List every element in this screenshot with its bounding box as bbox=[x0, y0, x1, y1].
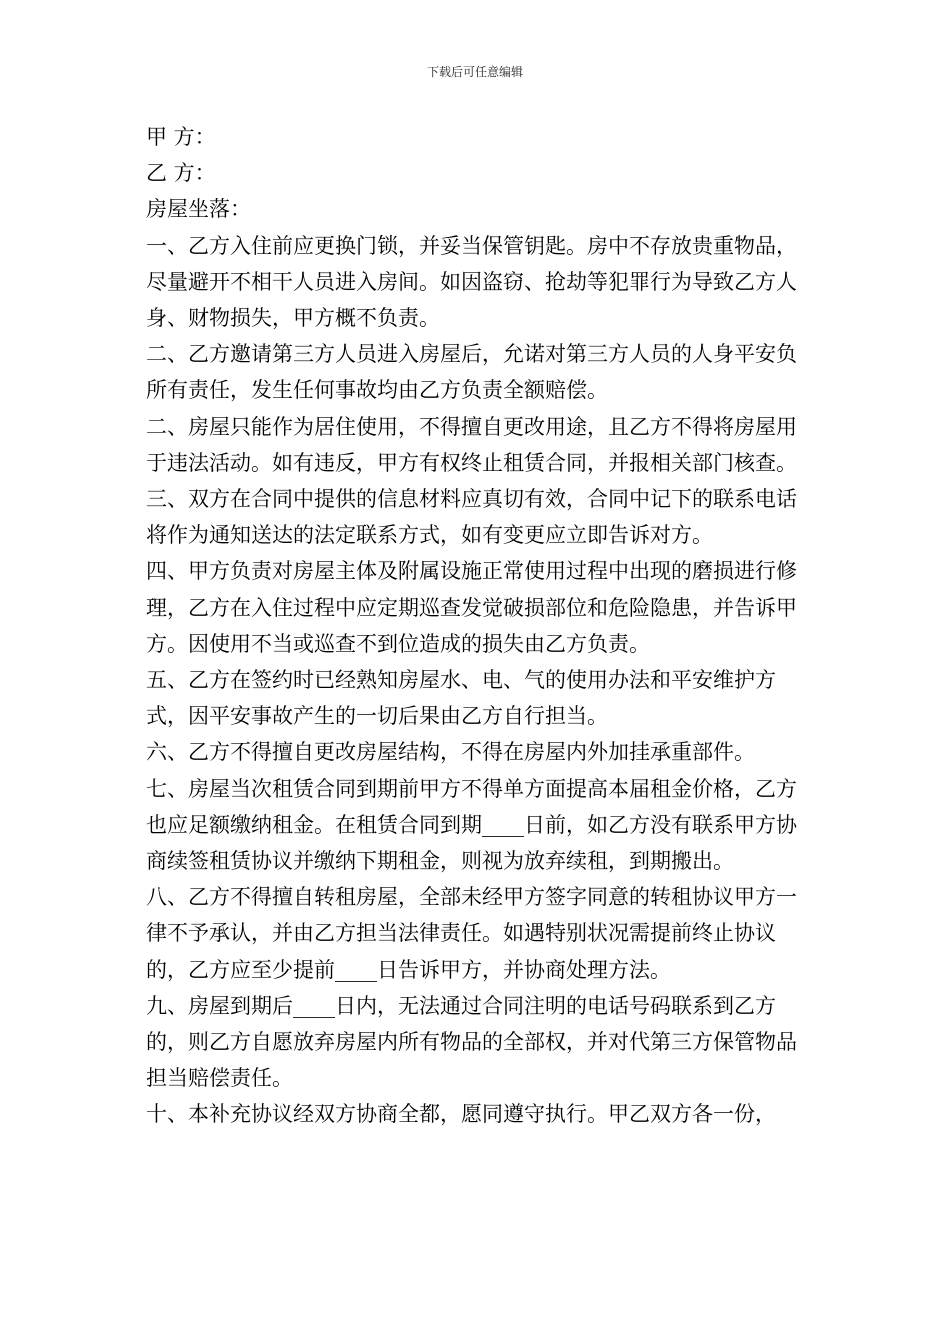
clause-6: 六、乙方不得擅自更改房屋结构，不得在房屋内外加挂承重部件。 bbox=[146, 740, 755, 765]
property-location-field: 房屋坐落： bbox=[146, 197, 251, 222]
clause-3: 三、双方在合同中提供的信息材料应真切有效，合同中记下的联系电话将作为通知送达的法定联系方式，如有变更应立即告诉对方。 bbox=[146, 487, 797, 548]
clause-10: 十、本补充协议经双方协商全都，愿同遵守执行。甲乙双方各一份， bbox=[146, 1102, 776, 1127]
clause-8: 八、乙方不得擅自转租房屋，全部未经甲方签字同意的转租协议甲方一律不予承认，并由乙方担当法律责任。如遇特别状况需提前终止协议的，乙方应至少提前____日告诉甲方，并协商处理方法。 bbox=[146, 885, 797, 982]
clause-9: 九、房屋到期后____日内，无法通过合同注明的电话号码联系到乙方的，则乙方自愿放弃房屋内所有物品的全部权，并对代第三方保管物品担当赔偿责任。 bbox=[146, 993, 797, 1091]
clause-2b: 二、房屋只能作为居住使用，不得擅自更改用途，且乙方不得将房屋用于违法活动。如有违反，甲方有权终止租赁合同，并报相关部门核查。 bbox=[146, 414, 797, 475]
clause-4: 四、甲方负责对房屋主体及附属设施正常使用过程中出现的磨损进行修理，乙方在入住过程中应定期巡查发觉破损部位和危险隐患，并告诉甲方。因使用不当或巡查不到位造成的损失由乙方负责。 bbox=[146, 559, 797, 656]
clause-2: 二、乙方邀请第三方人员进入房屋后，允诺对第三方人员的人身平安负所有责任，发生任何事故均由乙方负责全额赔偿。 bbox=[146, 342, 797, 403]
party-b-field: 乙 方： bbox=[146, 161, 216, 186]
clause-1: 一、乙方入住前应更换门锁，并妥当保管钥匙。房中不存放贵重物品，尽量避开不相干人员进入房间。如因盗窃、抢劫等犯罪行为导致乙方人身、财物损失，甲方概不负责。 bbox=[146, 233, 797, 331]
clause-7: 七、房屋当次租赁合同到期前甲方不得单方面提高本届租金价格，乙方也应足额缴纳租金。在租赁合同到期____日前，如乙方没有联系甲方协商续签租赁协议并缴纳下期租金，则视为放弃续租，到期搬出。 bbox=[146, 776, 797, 874]
party-a-field: 甲 方： bbox=[146, 125, 216, 149]
page-header-note: 下载后可任意编辑 bbox=[426, 65, 523, 79]
clause-5: 五、乙方在签约时已经熟知房屋水、电、气的使用办法和平安维护方式，因平安事故产生的一切后果由乙方自行担当。 bbox=[146, 668, 776, 729]
document-body bbox=[146, 119, 816, 1133]
